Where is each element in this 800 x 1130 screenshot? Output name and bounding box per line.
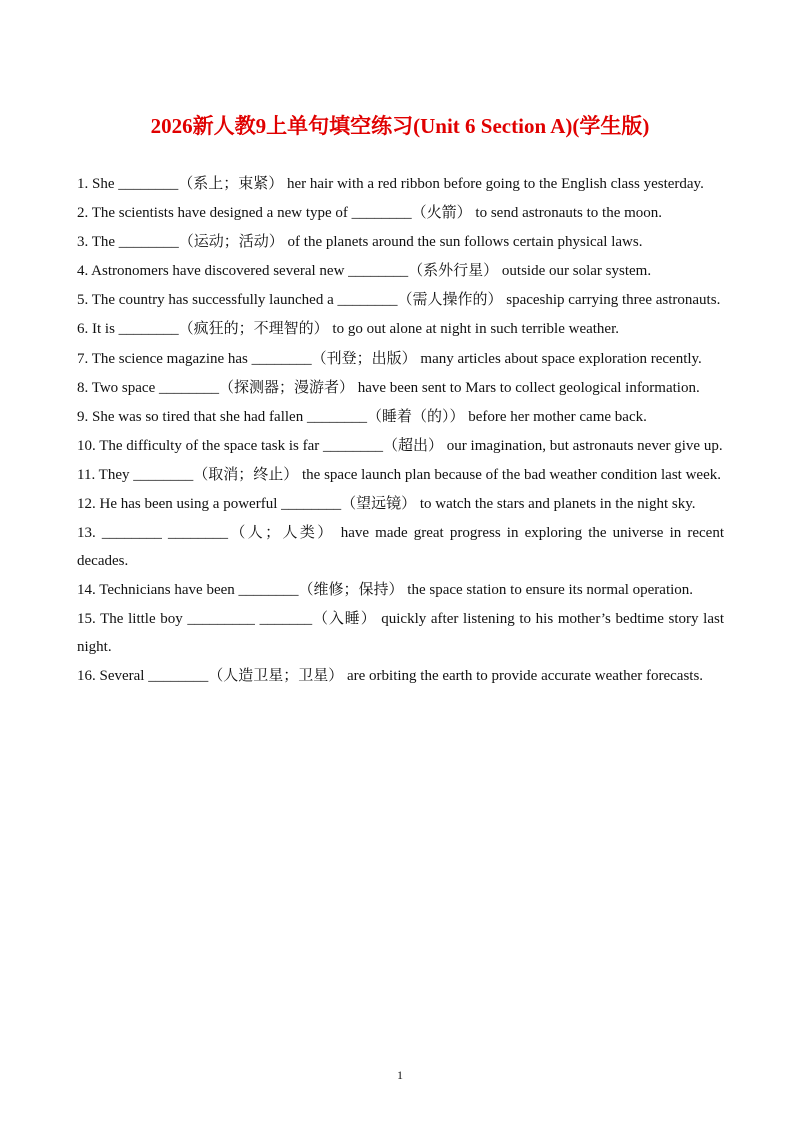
question-11: 11. They ________（取消；终止） the space launch plan because of the bad weather condition last week. — [77, 467, 721, 483]
question-7: 7. The science magazine has ________（刊登；出版） many articles about space exploration recently. — [77, 351, 702, 367]
question-1: 1. She ________（系上；束紧） her hair with a red ribbon before going to the English class yesterday. — [77, 176, 704, 192]
question-6: 6. It is ________（疯狂的；不理智的） to go out alone at night in such terrible weather. — [77, 321, 620, 337]
question-12: 12. He has been using a powerful ________（望远镜） to watch the stars and planets in the night sky. — [77, 496, 696, 512]
question-5: 5. The country has successfully launched a ________（需人操作的） spaceship carrying three astronauts. — [77, 292, 721, 308]
question-14: 14. Technicians have been ________（维修；保持） the space station to ensure its normal operation. — [77, 582, 694, 598]
question-8: 8. Two space ________（探测器；漫游者） have been sent to Mars to collect geological information. — [77, 380, 700, 396]
question-13: 13. ________ ________（人；人类） have made great progress in exploring the universe in recent decades. — [77, 525, 724, 569]
question-list — [77, 170, 724, 691]
page-title: 2026新人教9上单句填空练习(Unit 6 Section A)(学生版) — [150, 114, 650, 138]
question-4: 4. Astronomers have discovered several new ________（系外行星） outside our solar system. — [77, 263, 652, 279]
page-number: 1 — [397, 1068, 403, 1082]
question-9: 9. She was so tired that she had fallen ________（睡着（的）） before her mother came back. — [77, 409, 647, 425]
question-15: 15. The little boy _________ _______（入睡） quickly after listening to his mother’s bedtime story last night. — [77, 611, 724, 655]
question-2: 2. The scientists have designed a new type of ________（火箭） to send astronauts to the moon. — [77, 205, 663, 221]
question-3: 3. The ________（运动；活动） of the planets around the sun follows certain physical laws. — [77, 234, 643, 250]
question-16: 16. Several ________（人造卫星；卫星） are orbiting the earth to provide accurate weather forecasts. — [77, 668, 704, 684]
question-10: 10. The difficulty of the space task is far ________（超出） our imagination, but astronauts never give up. — [77, 438, 723, 454]
